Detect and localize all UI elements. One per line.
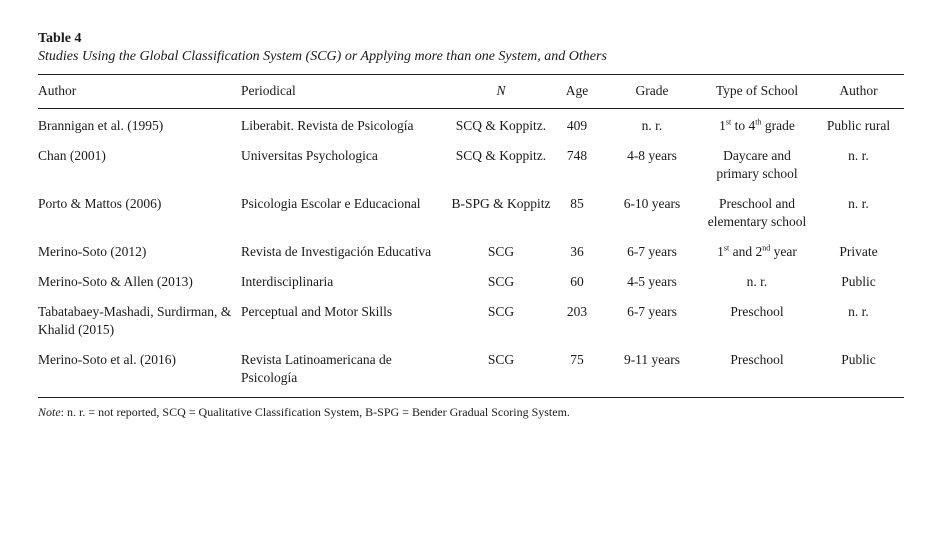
table-number: Table 4 (38, 31, 82, 46)
cell-author-2: Public (841, 274, 876, 289)
cell-age: 748 (566, 148, 588, 163)
cell-author-2: n. r. (848, 304, 869, 319)
table-bottom-rule (38, 397, 904, 398)
table-row (38, 141, 904, 189)
cell-periodical: Revista de Investigación Educativa (241, 244, 432, 259)
cell-n: SCG (487, 244, 515, 259)
header-grade: Grade (603, 75, 701, 109)
cell-grade: 6-7 years (627, 304, 677, 319)
header-type-of-school: Type of School (701, 75, 813, 109)
cell-periodical: Universitas Psychologica (241, 148, 378, 163)
table-row (38, 267, 904, 297)
cell-author-2: Private (839, 244, 878, 259)
cell-n: SCG (487, 304, 515, 319)
cell-author-2: n. r. (848, 148, 869, 163)
cell-age: 85 (570, 196, 584, 211)
header-row (38, 75, 904, 109)
note-label: Note (38, 405, 61, 419)
cell-type-of-school: Daycare and primary school (716, 148, 798, 181)
table-note (38, 404, 904, 420)
cell-type-of-school: Preschool (730, 352, 784, 367)
cell-author-2: n. r. (848, 196, 869, 211)
table-row (38, 297, 904, 345)
header-n: N (451, 75, 551, 109)
cell-author: Merino-Soto (2012) (38, 244, 147, 259)
cell-n: B-SPG & Koppitz (451, 196, 551, 211)
cell-type-of-school: n. r. (746, 274, 768, 289)
cell-type-of-school: 1st to 4th grade (719, 117, 795, 133)
cell-author: Chan (2001) (38, 148, 106, 163)
cell-periodical: Interdisciplinaria (241, 274, 334, 289)
cell-grade: 9-11 years (623, 352, 681, 367)
cell-author: Tabatabaey-Mashadi, Surdirman, & Khalid (2015) (38, 304, 232, 337)
note-text: : n. r. = not reported, SCQ = Qualitative Classification System, B-SPG = Bender Gradual Scoring System. (60, 405, 570, 419)
cell-type-of-school: 1st and 2nd year (717, 243, 797, 259)
cell-author: Porto & Mattos (2006) (38, 196, 162, 211)
cell-author-2: Public (841, 352, 876, 367)
table-row (38, 237, 904, 267)
cell-grade: 4-5 years (627, 274, 677, 289)
cell-n: SCQ & Koppitz. (455, 148, 547, 163)
cell-age: 409 (566, 118, 588, 133)
cell-n: SCG (487, 352, 515, 367)
table-row (38, 345, 904, 397)
cell-periodical: Perceptual and Motor Skills (241, 304, 393, 319)
cell-age: 36 (570, 244, 584, 259)
cell-type-of-school: Preschool and elementary school (707, 196, 807, 229)
cell-grade: n. r. (641, 118, 663, 133)
cell-author: Merino-Soto et al. (2016) (38, 352, 176, 367)
cell-grade: 4-8 years (627, 148, 677, 163)
cell-age: 203 (566, 304, 588, 319)
cell-grade: 6-7 years (627, 244, 677, 259)
header-periodical: Periodical (241, 75, 451, 109)
header-author-2: Author (813, 75, 904, 109)
header-age: Age (551, 75, 603, 109)
cell-grade: 6-10 years (623, 196, 681, 211)
studies-table (38, 75, 904, 397)
cell-periodical: Liberabit. Revista de Psicología (241, 118, 414, 133)
cell-author-2: Public rural (826, 118, 891, 133)
cell-periodical: Psicologia Escolar e Educacional (241, 196, 421, 211)
table-row (38, 189, 904, 237)
table-document (38, 30, 904, 432)
cell-author: Brannigan et al. (1995) (38, 118, 164, 133)
cell-n: SCQ & Koppitz. (455, 118, 547, 133)
cell-age: 75 (570, 352, 584, 367)
cell-periodical: Revista Latinoamericana de Psicología (241, 352, 392, 385)
cell-type-of-school: Preschool (730, 304, 784, 319)
table-row (38, 109, 904, 142)
header-author: Author (38, 75, 241, 109)
table-title: Studies Using the Global Classification System (SCG) or Applying more than one System, and Others (38, 49, 607, 64)
cell-age: 60 (570, 274, 584, 289)
cell-n: SCG (487, 274, 515, 289)
cell-author: Merino-Soto & Allen (2013) (38, 274, 193, 289)
